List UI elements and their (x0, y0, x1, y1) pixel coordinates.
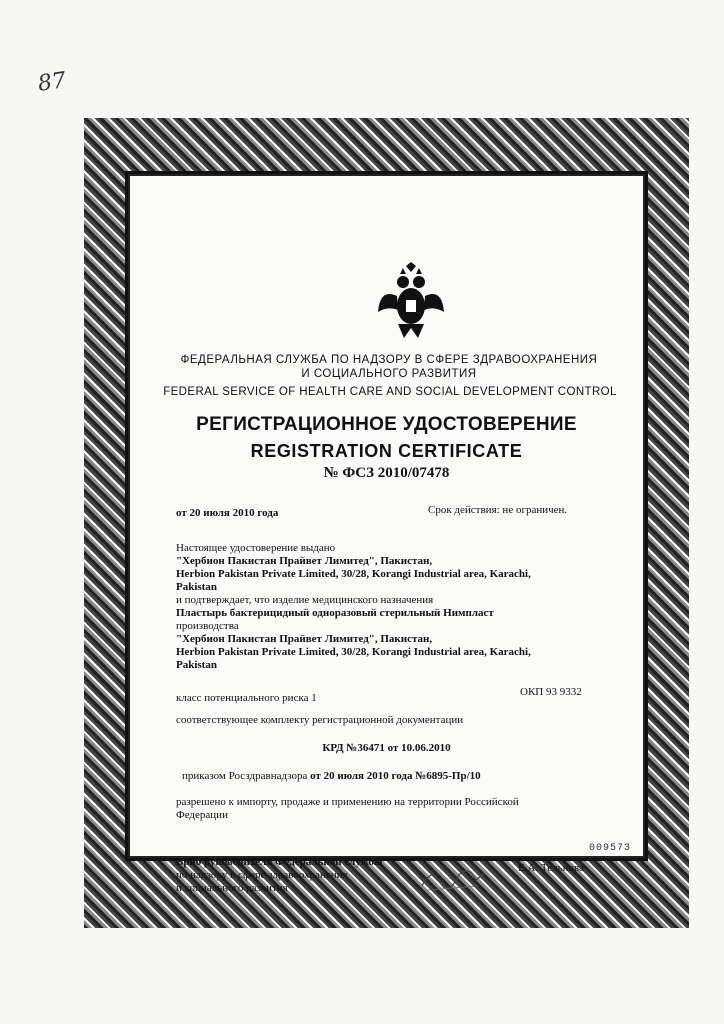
validity-period: Срок действия: не ограничен. (428, 504, 568, 516)
made-by-label: производства (176, 620, 239, 632)
product-name: Пластырь бактерицидный одноразовый стерильный Нимпласт (176, 607, 494, 619)
order-prefix: приказом Росздравнадзора (182, 770, 308, 782)
issuer-name-ru: "Хербион Пакистан Прайвет Лимитед", Пакистан, (176, 555, 433, 567)
maker-name-ru: "Хербион Пакистан Прайвет Лимитед", Пакистан, (176, 633, 433, 645)
permission-text-line2: Федерации (176, 809, 228, 821)
ornamental-border (84, 118, 689, 928)
serial-number: 009573 (588, 843, 631, 854)
maker-country: Pakistan (176, 659, 217, 671)
signatory-name: Е.А. Тельнова (518, 862, 584, 874)
order-line (182, 770, 481, 783)
signatory-title-line1: Врио руководителя Федеральной службы (176, 856, 383, 868)
krd-number: КРД №36471 от 10.06.2010 (322, 742, 451, 754)
double-headed-eagle-emblem (376, 262, 446, 342)
agency-name-ru-line2: И СОЦИАЛЬНОГО РАЗВИТИЯ (301, 368, 477, 380)
issuer-country: Pakistan (176, 581, 217, 593)
agency-name-en: FEDERAL SERVICE OF HEALTH CARE AND SOCIAL DEVELOPMENT CONTROL (163, 386, 617, 398)
certificate-number: № ФСЗ 2010/07478 (323, 465, 450, 481)
confirms-text: и подтверждает, что изделие медицинского назначения (176, 594, 434, 606)
issuer-name-en: Herbion Pakistan Private Limited, 30/28, Korangi Industrial area, Karachi, (176, 568, 531, 580)
signatory-title-line2: по надзору в сфере здравоохранения (176, 869, 348, 881)
compliance-text: соответствующее комплекту регистрационной документации (176, 714, 464, 726)
maker-name-en: Herbion Pakistan Private Limited, 30/28, Korangi Industrial area, Karachi, (176, 646, 531, 658)
certificate-title-en: REGISTRATION CERTIFICATE (250, 441, 523, 461)
intro-text: Настоящее удостоверение выдано (176, 542, 336, 554)
order-detail: от 20 июля 2010 года №6895-Пр/10 (310, 770, 481, 782)
agency-name-ru-line1: ФЕДЕРАЛЬНАЯ СЛУЖБА ПО НАДЗОРУ В СФЕРЕ ЗДРАВООХРАНЕНИЯ (180, 354, 598, 366)
certificate-body (128, 174, 645, 894)
signature-scribble (418, 856, 488, 896)
risk-class: класс потенциального риска 1 (176, 692, 317, 704)
permission-text-line1: разрешено к импорту, продаже и применению на территории Российской (176, 796, 519, 808)
certificate-title-ru: РЕГИСТРАЦИОННОЕ УДОСТОВЕРЕНИЕ (196, 414, 577, 435)
signatory-title-line3: и социального развития (176, 882, 288, 894)
issue-date: от 20 июля 2010 года (176, 507, 279, 519)
okp-code: ОКП 93 9332 (520, 686, 582, 698)
page-number-mark: 87 (36, 68, 68, 97)
